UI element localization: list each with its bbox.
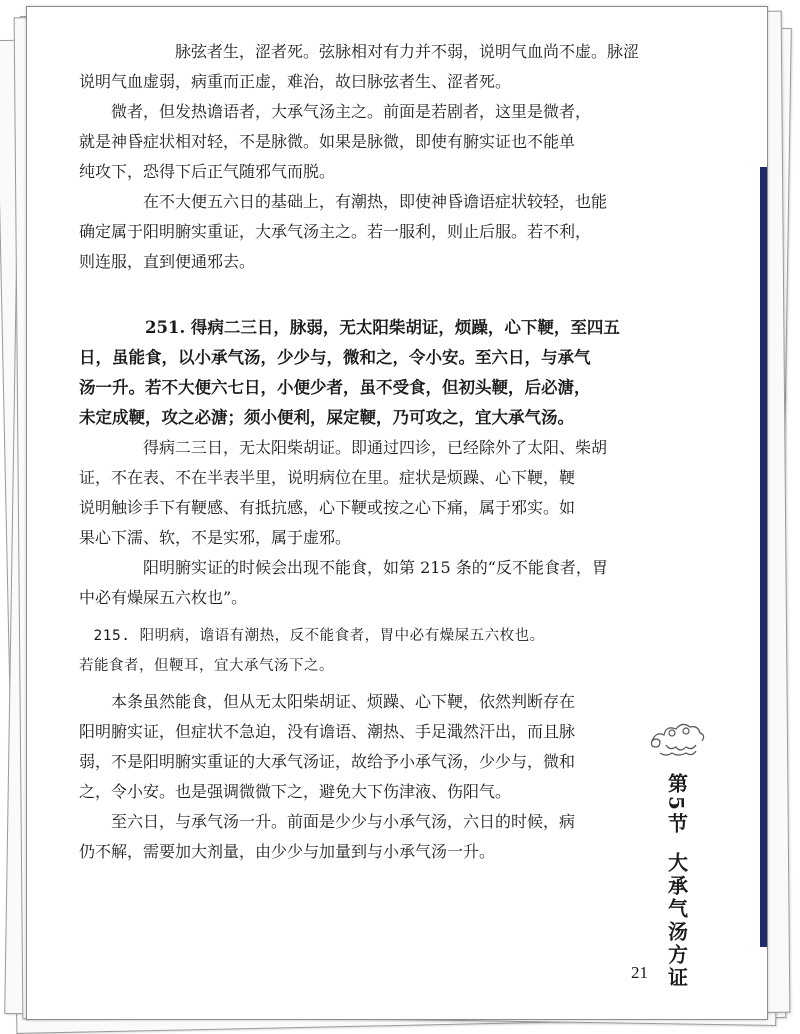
text-line: 得病二三日，无太阳柴胡证。即通过四诊，已经除外了太阳、柴胡 [143, 438, 608, 457]
quote-line: 251. 得病二三日，脉弱，无太阳柴胡证，烦躁，心下鞕，至四五 [145, 318, 620, 337]
cite-line: 若能食者，但鞕耳，宜大承气汤下之。 [79, 658, 334, 674]
paragraph-p1 [79, 37, 639, 97]
cloud-ornament-icon [646, 711, 708, 761]
chapter-sidebar [655, 711, 699, 990]
paragraph-p6 [79, 687, 639, 807]
text-line: 则连服，直到便通邪去。 [79, 252, 256, 271]
section-title: 大承气汤方证 [664, 851, 689, 990]
text-line: 仍不解，需要加大剂量，由少少与加量到与小承气汤一升。 [79, 842, 496, 861]
quote-line: 日，虽能食，以小承气汤，少少与，微和之，令小安。至六日，与承气 [79, 348, 591, 367]
text-line: 微者，但发热谵语者，大承气汤主之。前面是若剧者，这里是微者， [111, 102, 592, 121]
paragraph-p4 [79, 433, 639, 553]
page-number: 21 [631, 963, 648, 982]
text-line: 说明气血虚弱，病重而正虚，难治，故曰脉弦者生、涩者死。 [79, 72, 512, 91]
text-line: 中必有燥屎五六枚也”。 [79, 588, 248, 607]
text-line: 至六日，与承气汤一升。前面是少少与小承气汤，六日的时候，病 [111, 812, 576, 831]
text-line: 纯攻下，恐得下后正气随邪气而脱。 [79, 162, 336, 181]
text-line: 阳明腑实证的时候会出现不能食，如第 215 条的“反不能食者，胃 [143, 558, 608, 577]
paragraph-p3 [79, 187, 639, 277]
text-line: 弱，不是阳明腑实重证的大承气汤证，故给予小承气汤，少少与，微和 [79, 752, 576, 771]
text-line: 在不大便五六日的基础上，有潮热，即使神昏谵语症状较轻，也能 [143, 192, 608, 211]
text-line: 确定属于阳明腑实重证，大承气汤主之。若一服利，则止后服。若不利， [79, 222, 592, 241]
text-line: 就是神昏症状相对轻，不是脉微。如果是脉微，即使有腑实证也不能单 [79, 132, 576, 151]
page-edge-bar [760, 167, 767, 947]
quote-line: 未定成鞕，攻之必溏；须小便利，屎定鞕，乃可攻之，宜大承气汤。 [79, 408, 574, 427]
quote-251 [79, 313, 639, 433]
text-line: 果心下濡、软，不是实邪，属于虚邪。 [79, 528, 352, 547]
paragraph-p5 [79, 553, 639, 613]
text-line: 之，令小安。也是强调微微下之，避免大下伤津液、伤阳气。 [79, 782, 512, 801]
text-line: 阳明腑实证，但症状不急迫，没有谵语、潮热、手足濈然汗出，而且脉 [79, 722, 576, 741]
book-page [26, 6, 768, 1020]
text-line: 本条虽然能食，但从无太阳柴胡证、烦躁、心下鞕，依然判断存在 [111, 692, 576, 711]
cite-line: 215. 阳明病，谵语有潮热，反不能食者，胃中必有燥屎五六枚也。 [93, 628, 545, 644]
text-line: 说明触诊手下有鞕感、有抵抗感，心下鞕或按之心下痛，属于邪实。如 [79, 498, 576, 517]
citation-215 [79, 621, 639, 681]
section-number: 第5节 [664, 773, 689, 836]
text-line: 证，不在表、不在半表半里，说明病位在里。症状是烦躁、心下鞕，鞕 [79, 468, 576, 487]
body-text [79, 37, 639, 867]
quote-line: 汤一升。若不大便六七日，小便少者，虽不受食，但初头鞕，后必溏， [79, 378, 591, 397]
text-line: 脉弦者生，涩者死。弦脉相对有力并不弱，说明气血尚不虚。脉涩 [175, 42, 640, 61]
paragraph-p2 [79, 97, 639, 187]
paragraph-p7 [79, 807, 639, 867]
